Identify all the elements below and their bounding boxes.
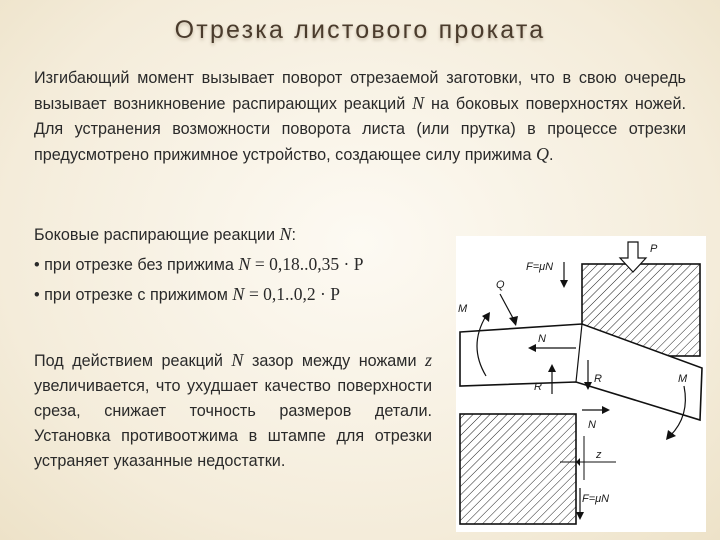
bullet-text: при отрезке без прижима — [44, 256, 234, 274]
intro-end: . — [549, 146, 554, 164]
label-m-right: M — [678, 373, 688, 385]
formula-value: = 0,1..0,2 · P — [248, 284, 340, 304]
bullet-text: при отрезке с прижимом — [44, 286, 228, 304]
intro-text: Изгибающий момент вызывает поворот отрезаемой заготовки, что в свою очередь вызывает возникновение распирающих реакций — [34, 69, 686, 113]
label-f-bottom: F=μN — [582, 493, 610, 505]
intro-paragraph — [34, 66, 686, 168]
bullet-with-clamp — [34, 282, 340, 308]
f-bottom-arrowhead — [576, 512, 584, 520]
gap-text-1: Под действием реакций — [34, 352, 223, 370]
symbol-n: N — [231, 350, 244, 370]
gap-paragraph — [34, 348, 432, 474]
shearing-diagram — [456, 236, 706, 532]
label-p: P — [650, 243, 658, 255]
bullet-marker: • — [34, 286, 40, 304]
symbol-z: z — [424, 350, 432, 370]
formula-value: = 0,18..0,35 · P — [254, 254, 364, 274]
label-f-top: F=μN — [526, 261, 554, 273]
reactions-heading-end: : — [291, 226, 297, 244]
reactions-heading-text: Боковые распирающие реакции — [34, 226, 275, 244]
label-q: Q — [496, 279, 505, 291]
symbol-q: Q — [536, 144, 550, 164]
intro-text-2: на боковых поверхностях ножей. Для устранения возможности поворота листа (или прутка) в процессе отрезки предусмотрено прижимное устройство, создающее силу прижима — [34, 95, 686, 164]
bullet-marker: • — [34, 256, 40, 274]
formula-var: N — [232, 284, 245, 304]
lower-knife — [460, 414, 576, 524]
symbol-n: N — [412, 93, 425, 113]
slide-title: Отрезка листового проката — [174, 16, 546, 44]
label-n-upper: N — [538, 333, 546, 345]
gap-text-2: зазор между ножами — [251, 352, 417, 370]
gap-text-3: увеличивается, что ухудшает качество поверхности среза, снижает точность размеров детали. Установка противоотжима в штампе для отрезки устраняет указанные недостатки. — [34, 377, 432, 470]
q-arrow — [500, 294, 514, 320]
label-r-right: R — [594, 373, 602, 385]
symbol-n: N — [279, 224, 292, 244]
label-z: z — [596, 449, 602, 461]
bullet-without-clamp — [34, 252, 363, 278]
q-arrowhead — [509, 316, 518, 326]
formula-var: N — [238, 254, 251, 274]
label-r-left: R — [534, 381, 542, 393]
n-lower-arrowhead — [602, 406, 610, 414]
label-m-left: M — [458, 303, 468, 315]
f-top-arrowhead — [560, 280, 568, 288]
label-n-lower: N — [588, 419, 596, 431]
